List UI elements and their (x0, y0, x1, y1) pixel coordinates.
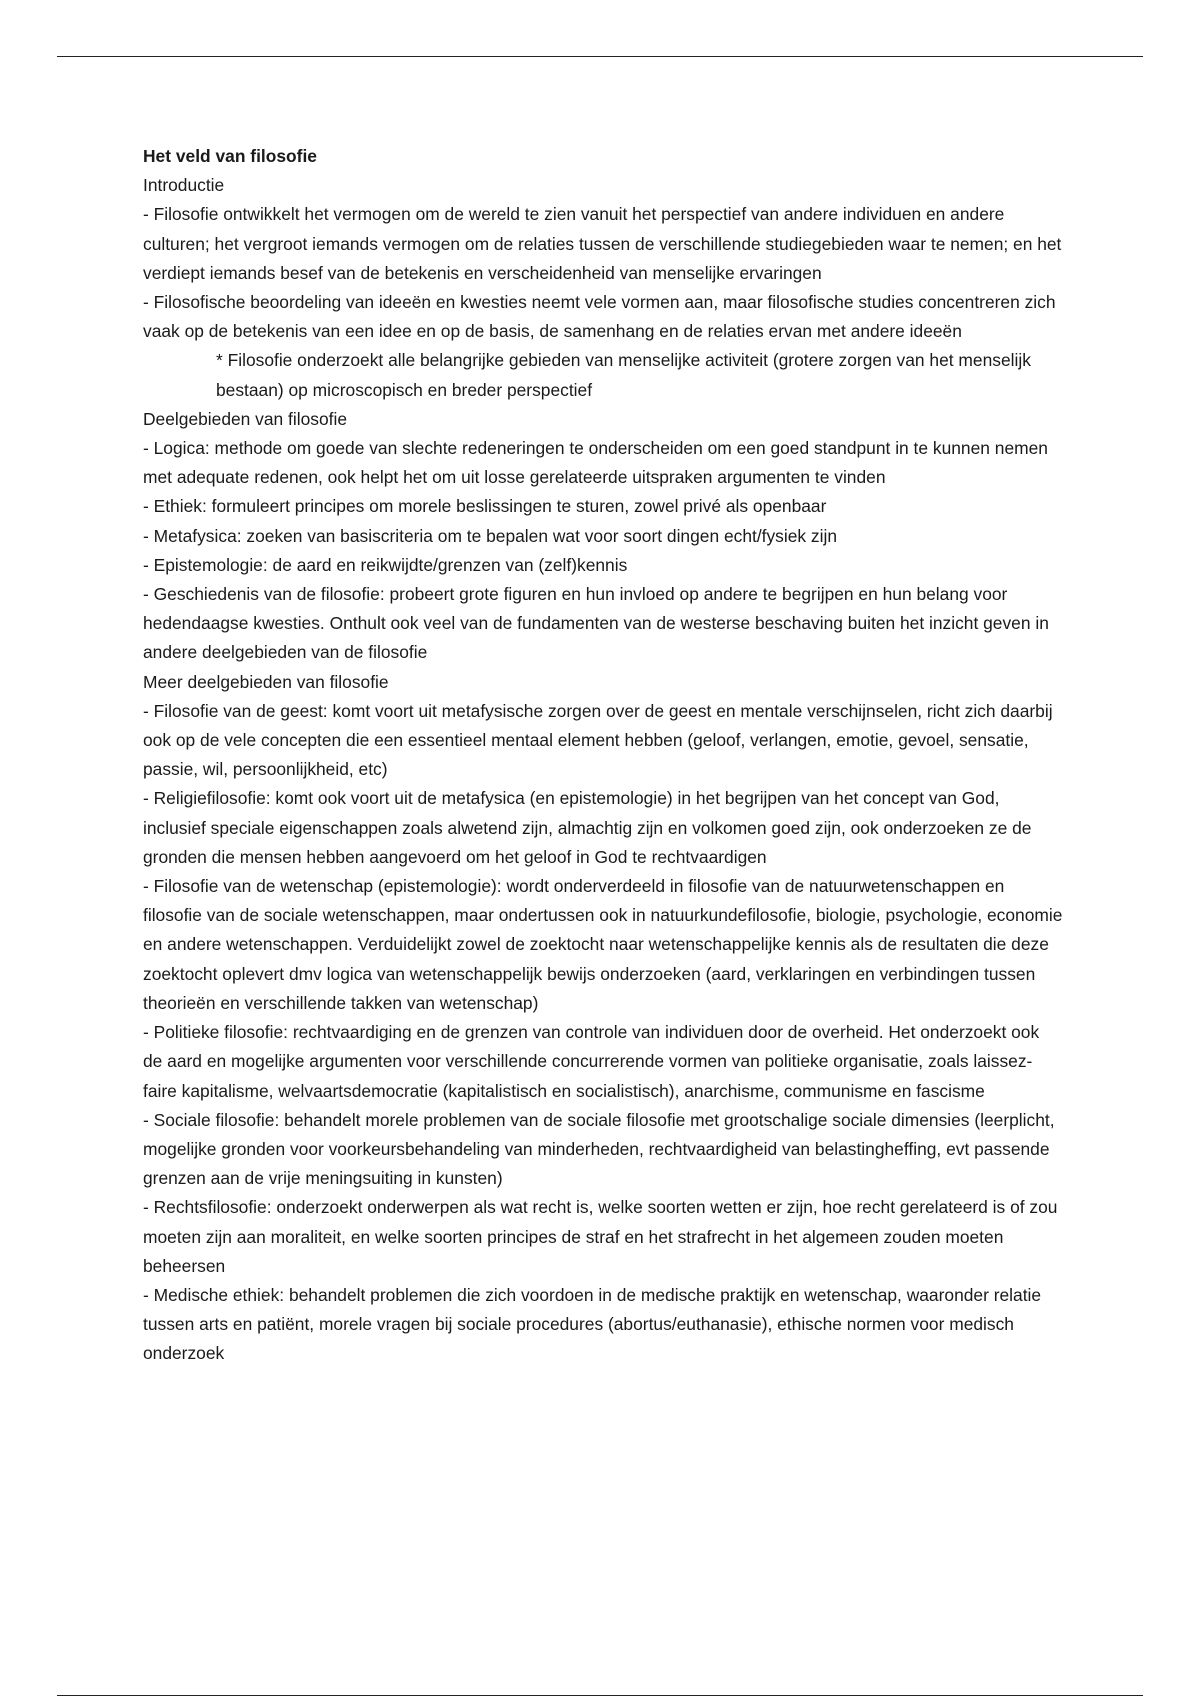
text-line: Meer deelgebieden van filosofie (143, 671, 389, 692)
text-line: - Metafysica: zoeken van basiscriteria om te bepalen wat voor soort dingen echt/fysiek zijn (143, 525, 838, 546)
document-body (143, 142, 1063, 1369)
text-line: - Filosofie van de wetenschap (epistemologie): wordt onderverdeeld in filosofie van de natuurwetenschappen en filosofie van de sociale wetenschappen, maar ondertussen ook in natuurkundefilosofie, biologie, psychologie, economie en andere wetenschappen. Verduidelijkt zowel de zoektocht naar wetenschappelijke kennis als de resultaten die deze zoektocht oplevert dmv logica van wetenschappelijk bewijs onderzoeken (aard, verklaringen en verbindingen tussen theorieën en verschillende takken van wetenschap) (143, 876, 1063, 1013)
text-line: Deelgebieden van filosofie (143, 408, 348, 429)
text-line: - Filosofische beoordeling van ideeën en kwesties neemt vele vormen aan, maar filosofische studies concentreren zich vaak op de betekenis van een idee en op de basis, de samenhang en de relaties ervan met andere ideeën (143, 292, 1056, 342)
text-line: - Logica: methode om goede van slechte redeneringen te onderscheiden om een goed standpunt in te kunnen nemen met adequate redenen, ook helpt het om uit losse gerelateerde uitspraken argumenten te vinden (143, 438, 1048, 488)
text-line: - Epistemologie: de aard en reikwijdte/grenzen van (zelf)kennis (143, 554, 628, 575)
text-line: - Religiefilosofie: komt ook voort uit de metafysica (en epistemologie) in het begrijpen van het concept van God, inclusief speciale eigenschappen zoals alwetend zijn, almachtig zijn en volkomen goed zijn, ook onderzoeken ze de gronden die mensen hebben aangevoerd om het geloof in God te rechtvaardigen (143, 788, 1032, 867)
document-lines (143, 171, 1063, 1368)
document-title: Het veld van filosofie (143, 146, 317, 166)
text-line: - Sociale filosofie: behandelt morele problemen van de sociale filosofie met grootschalige sociale dimensies (leerplicht, mogelijke gronden voor voorkeursbehandeling van minderheden, rechtvaardigheid van belastingheffing, evt passende grenzen aan de vrije meningsuiting in kunsten) (143, 1109, 1055, 1189)
text-line: - Filosofie ontwikkelt het vermogen om de wereld te zien vanuit het perspectief van andere individuen en andere culturen; het vergroot iemands vermogen om de relaties tussen de verschillende studiegebieden waar te nemen; en het verdiept iemands besef van de betekenis en verscheidenheid van menselijke ervaringen (143, 204, 1062, 283)
indented-note: * Filosofie onderzoekt alle belangrijke gebieden van menselijke activiteit (grotere zorgen van het menselijk bestaan) op microscopisch en breder perspectief (216, 350, 1031, 400)
text-line: - Ethiek: formuleert principes om morele beslissingen te sturen, zowel privé als openbaar (143, 496, 827, 517)
text-line: - Politieke filosofie: rechtvaardiging en de grenzen van controle van individuen door de overheid. Het onderzoekt ook de aard en mogelijke argumenten voor verschillende concurrerende vormen van politieke organisatie, zoals laissez-faire kapitalisme, welvaartsdemocratie (kapitalistisch en socialistisch), anarchisme, communisme en fascisme (143, 1022, 1040, 1101)
text-line: Introductie (143, 175, 225, 196)
footer-rule (57, 1695, 1143, 1696)
header-rule (57, 56, 1143, 57)
text-line: - Medische ethiek: behandelt problemen die zich voordoen in de medische praktijk en wetenschap, waaronder relatie tussen arts en patiënt, morele vragen bij sociale procedures (abortus/euthanasie), ethische normen voor medisch onderzoek (143, 1284, 1042, 1364)
text-line: - Geschiedenis van de filosofie: probeert grote figuren en hun invloed op andere te begrijpen en hun belang voor hedendaagse kwesties. Onthult ook veel van de fundamenten van de westerse beschaving buiten het inzicht geven in andere deelgebieden van de filosofie (143, 584, 1049, 663)
text-line: - Rechtsfilosofie: onderzoekt onderwerpen als wat recht is, welke soorten wetten er zijn, hoe recht gerelateerd is of zou moeten zijn aan moraliteit, en welke soorten principes de straf en het strafrecht in het algemeen zouden moeten beheersen (143, 1197, 1058, 1276)
text-line: - Filosofie van de geest: komt voort uit metafysische zorgen over de geest en mentale verschijnselen, richt zich daarbij ook op de vele concepten die een essentieel mentaal element hebben (geloof, verlangen, emotie, gevoel, sensatie, passie, wil, persoonlijkheid, etc) (143, 700, 1053, 780)
